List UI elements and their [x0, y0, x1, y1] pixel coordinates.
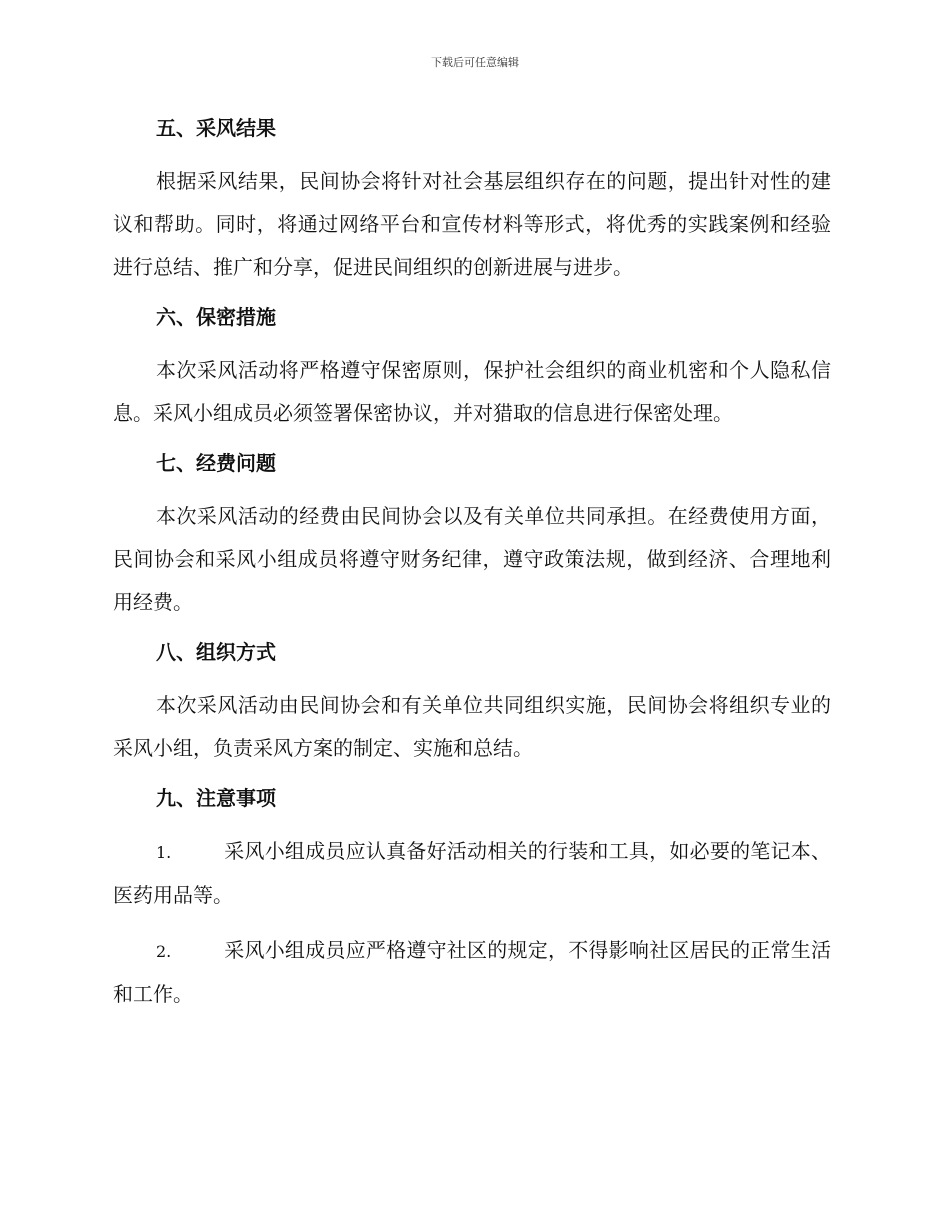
- section-heading: 六、保密措施: [156, 305, 276, 329]
- list-item-text: 采风小组成员应严格遵守社区的规定，不得影响社区居民的正常生活和工作。: [113, 938, 831, 1006]
- section-organization: [113, 632, 831, 770]
- section-heading: 五、采风结果: [156, 116, 276, 140]
- document-body: [113, 108, 831, 1024]
- section-notes: [113, 778, 831, 1016]
- section-heading: 八、组织方式: [156, 640, 276, 664]
- section-confidentiality: [113, 297, 831, 435]
- header-note: 下载后可任意编辑: [431, 56, 519, 69]
- section-paragraph: 本次采风活动将严格遵守保密原则，保护社会组织的商业机密和个人隐私信息。采风小组成员必须签署保密协议，并对猎取的信息进行保密处理。: [113, 358, 831, 425]
- list-item: [113, 830, 831, 917]
- list-item-number: 2.: [156, 942, 172, 961]
- list-item-number: 1.: [156, 843, 172, 862]
- section-results: [113, 108, 831, 289]
- section-heading: 九、注意事项: [156, 786, 276, 810]
- section-paragraph: 本次采风活动的经费由民间协会以及有关单位共同承担。在经费使用方面，民间协会和采风小组成员将遵守财务纪律，遵守政策法规，做到经济、合理地利用经费。: [113, 504, 831, 614]
- list-item: [113, 929, 831, 1016]
- section-paragraph: 本次采风活动由民间协会和有关单位共同组织实施，民间协会将组织专业的采风小组，负责采风方案的制定、实施和总结。: [113, 693, 831, 760]
- section-paragraph: 根据采风结果，民间协会将针对社会基层组织存在的问题，提出针对性的建议和帮助。同时，将通过网络平台和宣传材料等形式，将优秀的实践案例和经验进行总结、推广和分享，促进民间组织的创新进展与进步。: [113, 169, 831, 279]
- section-funding: [113, 443, 831, 624]
- list-item-text: 采风小组成员应认真备好活动相关的行装和工具，如必要的笔记本、医药用品等。: [113, 839, 831, 907]
- section-heading: 七、经费问题: [156, 451, 276, 475]
